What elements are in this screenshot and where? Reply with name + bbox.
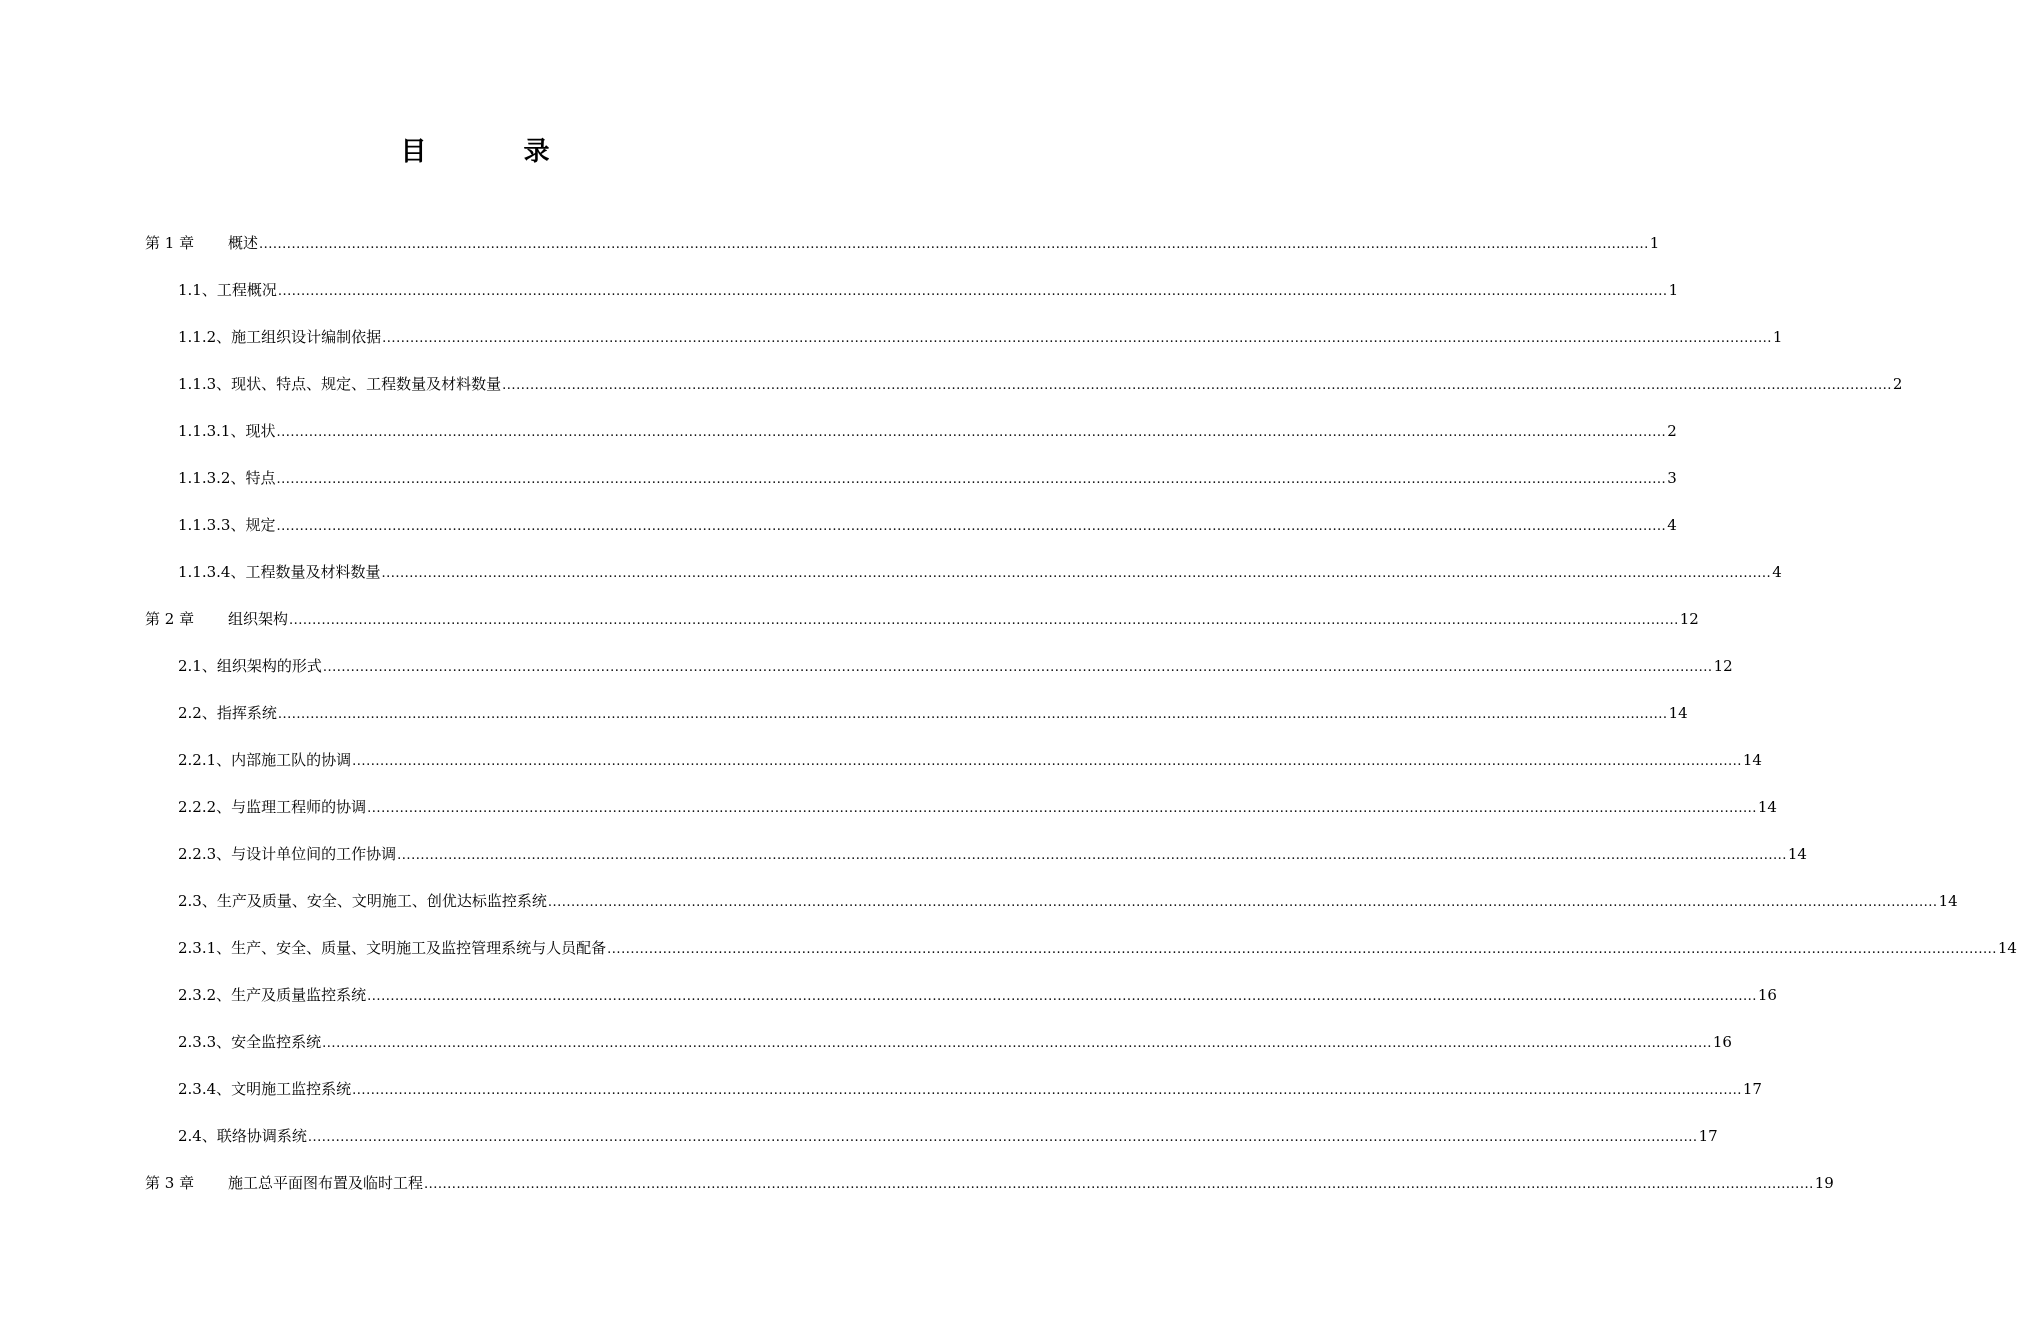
toc-entry-title: 2.3.4、文明施工监控系统 xyxy=(178,1080,352,1098)
toc-entry-title: 1.1.3.3、规定 xyxy=(178,516,276,534)
toc-dot-leader: ............................................................................................................................................................................................................................................................................................................ xyxy=(277,284,1668,299)
toc-entry-title: 2.3.2、生产及质量监控系统 xyxy=(178,986,367,1004)
toc-dot-leader: ............................................................................................................................................................................................................................................................................................................ xyxy=(276,519,1667,534)
toc-page-number: 2 xyxy=(1667,422,1677,440)
toc-dot-leader: ............................................................................................................................................................................................................................................................................................................ xyxy=(502,378,1892,393)
toc-chapter-number: 第 1 章 xyxy=(145,234,195,252)
toc-section-entry[interactable] xyxy=(145,933,2017,980)
toc-entry-title: 2.3、生产及质量、安全、文明施工、创优达标监控系统 xyxy=(178,892,547,910)
toc-chapter-entry[interactable] xyxy=(145,228,1660,275)
toc-entry-title: 1.1.3.1、现状 xyxy=(178,422,276,440)
toc-dot-leader: ............................................................................................................................................................................................................................................................................................................ xyxy=(607,942,1997,957)
toc-section-entry[interactable] xyxy=(145,369,1903,416)
toc-page-number: 17 xyxy=(1742,1080,1762,1098)
toc-section-entry[interactable] xyxy=(145,980,1777,1027)
toc-dot-leader: ............................................................................................................................................................................................................................................................................................................ xyxy=(547,895,1938,910)
toc-chapter-number: 第 3 章 xyxy=(145,1174,195,1192)
toc-page-number: 14 xyxy=(1938,892,1958,910)
toc-section-entry[interactable] xyxy=(145,416,1677,463)
toc-page-number: 14 xyxy=(1757,798,1777,816)
toc-entry-title: 2.2.1、内部施工队的协调 xyxy=(178,751,352,769)
toc-dot-leader: ............................................................................................................................................................................................................................................................................................................ xyxy=(352,1083,1742,1098)
toc-entry-title: 1.1.3、现状、特点、规定、工程数量及材料数量 xyxy=(178,375,502,393)
toc-section-entry[interactable] xyxy=(145,651,1733,698)
toc-chapter-entry[interactable] xyxy=(145,604,1699,651)
toc-page-number: 14 xyxy=(1668,704,1688,722)
table-of-contents xyxy=(145,228,2017,1215)
toc-page-number: 14 xyxy=(1742,751,1762,769)
toc-entry-title: 施工总平面图布置及临时工程 xyxy=(228,1174,424,1192)
toc-section-entry[interactable] xyxy=(145,1121,1718,1168)
toc-page-number: 1 xyxy=(1649,234,1660,252)
toc-entry-title: 1.1、工程概况 xyxy=(178,281,277,299)
toc-entry-title: 概述 xyxy=(228,234,259,252)
toc-section-entry[interactable] xyxy=(145,275,1679,322)
toc-entry-title: 1.1.3.4、工程数量及材料数量 xyxy=(178,563,381,581)
toc-dot-leader: ............................................................................................................................................................................................................................................................................................................ xyxy=(276,425,1667,440)
toc-page-number: 16 xyxy=(1757,986,1777,1004)
toc-page-number: 1 xyxy=(1772,328,1783,346)
toc-section-entry[interactable] xyxy=(145,839,1807,886)
toc-section-entry[interactable] xyxy=(145,792,1777,839)
toc-page-number: 4 xyxy=(1667,516,1677,534)
toc-section-entry[interactable] xyxy=(145,463,1677,510)
toc-dot-leader: ............................................................................................................................................................................................................................................................................................................ xyxy=(424,1177,1814,1192)
toc-dot-leader: ............................................................................................................................................................................................................................................................................................................ xyxy=(276,472,1667,487)
toc-section-entry[interactable] xyxy=(145,322,1783,369)
toc-section-entry[interactable] xyxy=(145,1027,1732,1074)
toc-page-number: 1 xyxy=(1668,281,1679,299)
toc-dot-leader: ............................................................................................................................................................................................................................................................................................................ xyxy=(381,566,1772,581)
toc-section-entry[interactable] xyxy=(145,510,1677,557)
toc-dot-leader: ............................................................................................................................................................................................................................................................................................................ xyxy=(382,331,1772,346)
toc-entry-title: 2.2、指挥系统 xyxy=(178,704,277,722)
toc-page-number: 12 xyxy=(1679,610,1699,628)
toc-dot-leader: ............................................................................................................................................................................................................................................................................................................ xyxy=(277,707,1668,722)
toc-page-number: 17 xyxy=(1698,1127,1718,1145)
toc-dot-leader: ............................................................................................................................................................................................................................................................................................................ xyxy=(367,989,1757,1004)
toc-entry-title: 2.2.3、与设计单位间的工作协调 xyxy=(178,845,397,863)
toc-entry-title: 2.1、组织架构的形式 xyxy=(178,657,322,675)
toc-entry-title: 2.4、联络协调系统 xyxy=(178,1127,307,1145)
toc-entry-title: 2.3.3、安全监控系统 xyxy=(178,1033,322,1051)
toc-page-number: 16 xyxy=(1712,1033,1732,1051)
toc-dot-leader: ............................................................................................................................................................................................................................................................................................................ xyxy=(322,1036,1712,1051)
toc-entry-title: 1.1.3.2、特点 xyxy=(178,469,276,487)
toc-entry-title: 组织架构 xyxy=(228,610,289,628)
toc-dot-leader: ............................................................................................................................................................................................................................................................................................................ xyxy=(367,801,1757,816)
toc-section-entry[interactable] xyxy=(145,886,1958,933)
toc-section-entry[interactable] xyxy=(145,1074,1762,1121)
toc-page-number: 19 xyxy=(1814,1174,1834,1192)
toc-page-number: 14 xyxy=(1997,939,2017,957)
toc-chapter-entry[interactable] xyxy=(145,1168,1834,1215)
toc-chapter-number: 第 2 章 xyxy=(145,610,195,628)
toc-entry-title: 2.3.1、生产、安全、质量、文明施工及监控管理系统与人员配备 xyxy=(178,939,607,957)
toc-section-entry[interactable] xyxy=(145,698,1688,745)
toc-page-number: 2 xyxy=(1892,375,1903,393)
toc-dot-leader: ............................................................................................................................................................................................................................................................................................................ xyxy=(352,754,1742,769)
toc-section-entry[interactable] xyxy=(145,557,1782,604)
toc-dot-leader: ............................................................................................................................................................................................................................................................................................................ xyxy=(307,1130,1698,1145)
toc-entry-title: 1.1.2、施工组织设计编制依据 xyxy=(178,328,382,346)
toc-dot-leader: ............................................................................................................................................................................................................................................................................................................ xyxy=(289,613,1679,628)
page-title: 目 录 xyxy=(400,137,594,167)
toc-section-entry[interactable] xyxy=(145,745,1762,792)
toc-page-number: 3 xyxy=(1667,469,1677,487)
toc-entry-title: 2.2.2、与监理工程师的协调 xyxy=(178,798,367,816)
toc-page-number: 14 xyxy=(1787,845,1807,863)
toc-page-number: 12 xyxy=(1713,657,1733,675)
toc-page-number: 4 xyxy=(1772,563,1782,581)
toc-dot-leader: ............................................................................................................................................................................................................................................................................................................ xyxy=(259,237,1649,252)
toc-dot-leader: ............................................................................................................................................................................................................................................................................................................ xyxy=(322,660,1713,675)
toc-dot-leader: ............................................................................................................................................................................................................................................................................................................ xyxy=(397,848,1787,863)
